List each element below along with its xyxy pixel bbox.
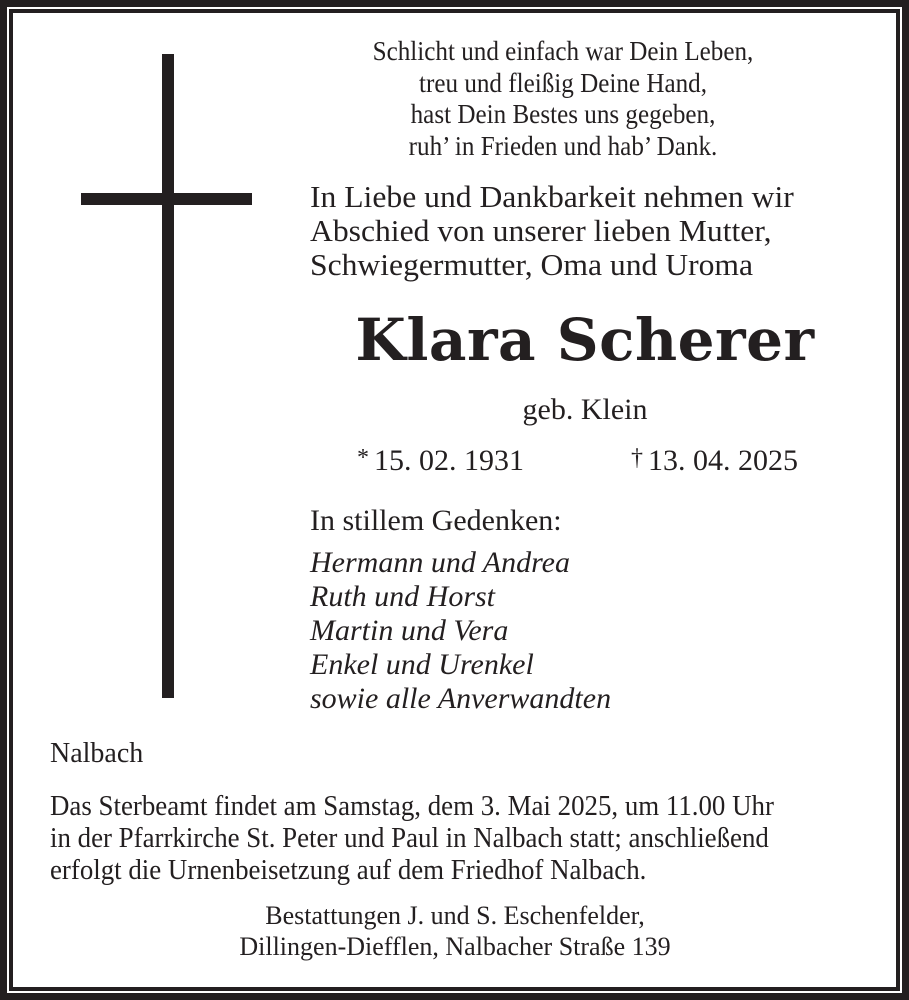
service-details: [50, 791, 804, 887]
maiden-name: geb. Klein: [522, 393, 648, 426]
birth-date-line: [357, 440, 524, 479]
service-line: Das Sterbeamt findet am Samstag, dem 3. Mai 2025, um 11.00 Uhr: [50, 791, 774, 822]
place-name: Nalbach: [50, 738, 144, 769]
deceased-name: Klara Scherer: [355, 306, 815, 374]
poem-line: treu und fleißig Deine Hand,: [419, 67, 707, 98]
mourner-item: Enkel und Urenkel: [310, 648, 534, 681]
memorial-poem: [300, 36, 826, 162]
funeral-home-info: [150, 900, 760, 962]
service-line: erfolgt die Urnenbeisetzung auf dem Friedhof Nalbach.: [50, 855, 647, 886]
service-line: in der Pfarrkirche St. Peter und Paul in Nalbach statt; anschließend: [50, 823, 769, 854]
mourner-item: Hermann und Andrea: [310, 546, 570, 579]
intro-line: Abschied von unserer lieben Mutter,: [310, 213, 772, 248]
poem-line: ruh’ in Frieden und hab’ Dank.: [408, 130, 718, 161]
death-date-line: [631, 440, 798, 479]
mourner-item: Ruth und Horst: [310, 580, 496, 613]
funeral-home-address: Dillingen-Diefflen, Nalbacher Straße 139: [239, 932, 671, 961]
mourner-item: Martin und Vera: [310, 614, 509, 647]
poem-line: hast Dein Bestes uns gegeben,: [410, 99, 716, 129]
intro-line: In Liebe und Dankbarkeit nehmen wir: [310, 179, 794, 214]
poem-line: Schlicht und einfach war Dein Leben,: [372, 36, 754, 66]
death-date: 13. 04. 2025: [648, 444, 798, 477]
intro-line: Schwiegermutter, Oma und Uroma: [310, 247, 754, 282]
farewell-intro: [310, 179, 794, 282]
funeral-home-name: Bestattungen J. und S. Eschenfelder,: [265, 901, 645, 930]
death-dagger-icon: †: [631, 445, 643, 471]
birth-star-icon: *: [357, 445, 369, 471]
mourners-list: [310, 546, 611, 716]
mourner-item: sowie alle Anverwandten: [310, 682, 612, 715]
birth-date: 15. 02. 1931: [374, 444, 524, 477]
cross-horizontal-bar: [81, 193, 252, 205]
memorial-heading: In stillem Gedenken:: [310, 504, 562, 537]
cross-vertical-bar: [162, 54, 174, 698]
